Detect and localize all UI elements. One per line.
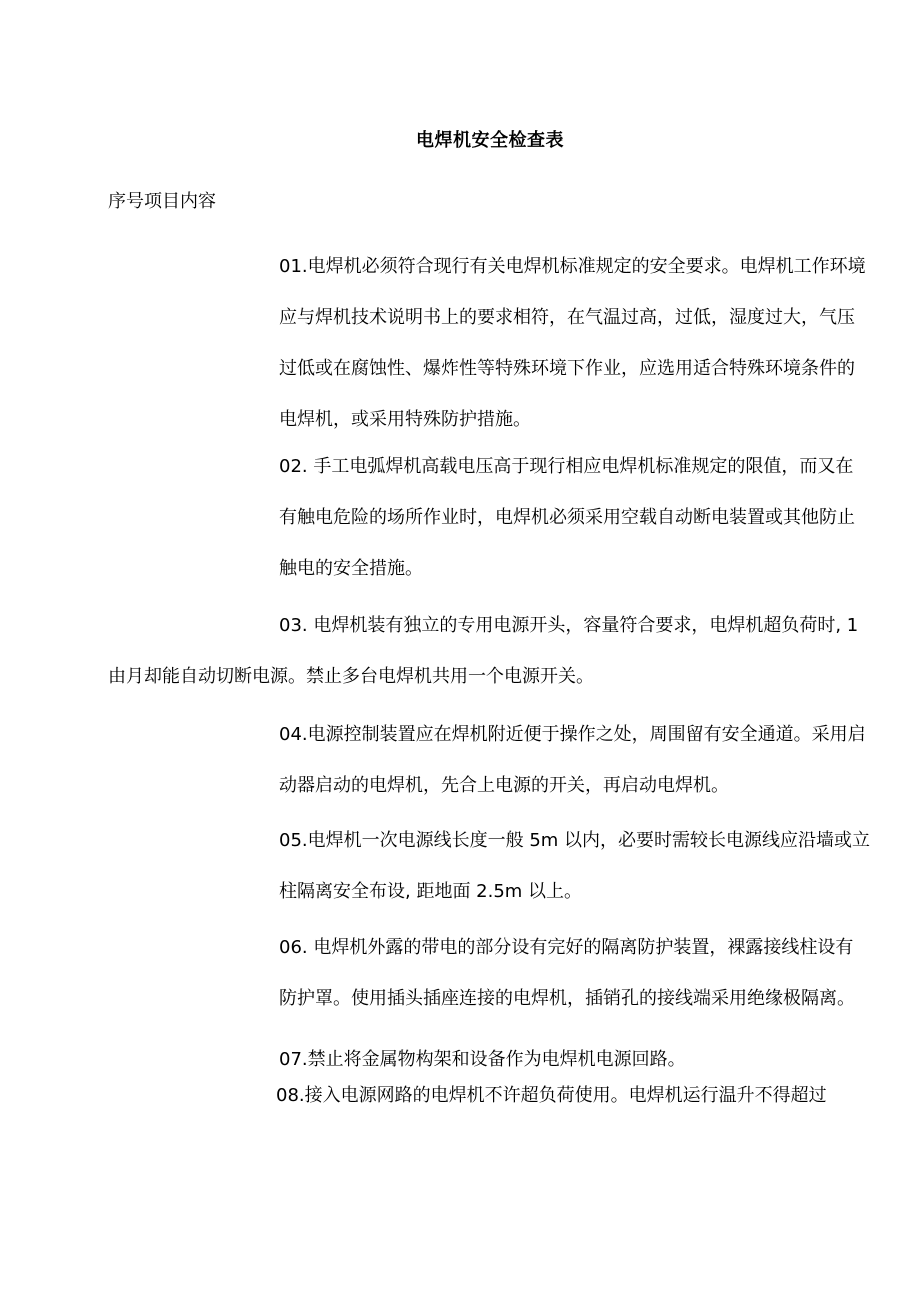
item-line: 动器启动的电焊机，先合上电源的开关，再启动电焊机。	[279, 775, 729, 796]
item-line: 由月却能自动切断电源。禁止多台电焊机共用一个电源开关。	[108, 666, 594, 687]
item-line: 过低或在腐蚀性、爆炸性等特殊环境下作业，应选用适合特殊环境条件的	[279, 358, 855, 379]
checklist-item-08	[276, 1080, 876, 1112]
checklist-item-07	[279, 1044, 879, 1076]
checklist-item-04	[279, 709, 879, 811]
item-line: 防护罩。使用插头插座连接的电焊机，插销孔的接线端采用绝缘极隔离。	[279, 988, 855, 1009]
item-line: 04.电源控制装置应在焊机附近便于操作之处，周围留有安全通道。采用启	[279, 724, 866, 745]
item-line: 柱隔离安全布设, 距地面 2.5m 以上。	[279, 881, 583, 902]
item-line: 03. 电焊机装有独立的专用电源开头，容量符合要求，电焊机超负荷时, 1	[279, 615, 859, 636]
checklist-item-02	[279, 441, 879, 594]
item-line: 08.接入电源网路的电焊机不许超负荷使用。电焊机运行温升不得超过	[276, 1085, 827, 1106]
item-line: 电焊机，或采用特殊防护措施。	[279, 409, 531, 430]
checklist-item-05	[279, 815, 879, 917]
item-line: 01.电焊机必须符合现行有关电焊机标准规定的安全要求。电焊机工作环境	[279, 256, 866, 277]
table-header: 序号项目内容	[108, 191, 216, 212]
checklist-item-06	[279, 922, 879, 1024]
item-line: 05.电焊机一次电源线长度一般 5m 以内，必要时需较长电源线应沿墙或立	[279, 830, 871, 851]
checklist-item-03	[108, 600, 880, 702]
checklist-item-01	[279, 241, 879, 445]
item-line: 06. 电焊机外露的带电的部分设有完好的隔离防护装置，裸露接线柱设有	[279, 937, 854, 958]
item-line: 应与焊机技术说明书上的要求相符，在气温过高，过低，湿度过大，气压	[279, 307, 855, 328]
item-line: 触电的安全措施。	[279, 558, 423, 579]
item-line: 有触电危险的场所作业时，电焊机必须采用空载自动断电装置或其他防止	[279, 507, 855, 528]
item-line: 02. 手工电弧焊机高载电压高于现行相应电焊机标准规定的限值，而又在	[279, 456, 854, 477]
item-line: 07.禁止将金属物构架和设备作为电焊机电源回路。	[279, 1049, 686, 1070]
document-title: 电焊机安全检查表	[416, 130, 564, 151]
